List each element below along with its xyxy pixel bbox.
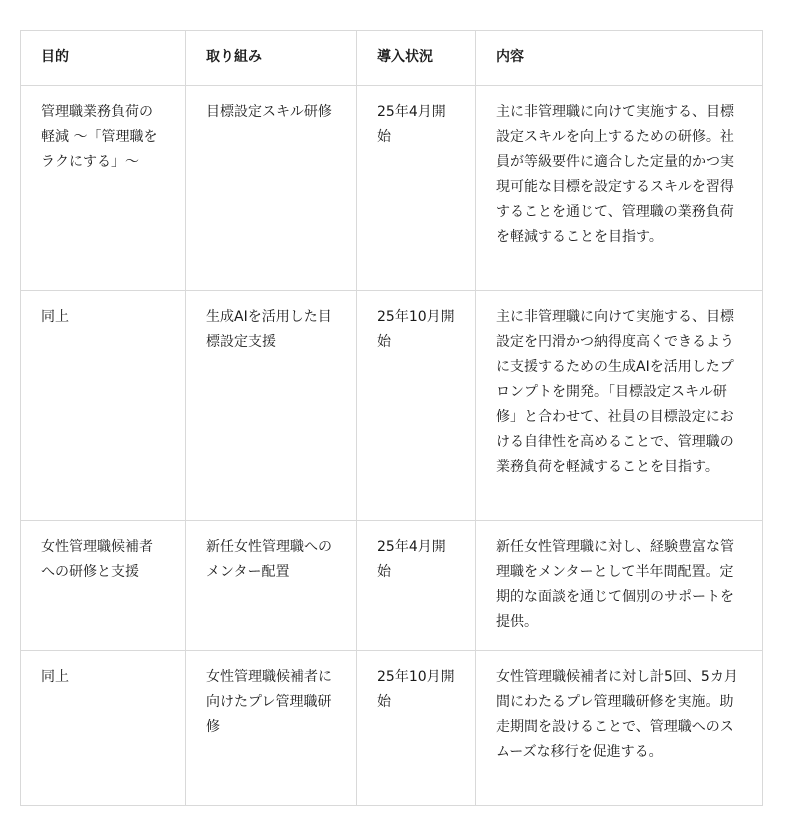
table-row (21, 291, 763, 521)
cell-initiative: 目標設定スキル研修 (186, 86, 357, 291)
cell-content: 主に非管理職に向けて実施する、目標設定スキルを向上するための研修。社員が等級要件に適合した定量的かつ実現可能な目標を設定するスキルを習得することを通じて、管理職の業務負荷を軽減することを目指す。 (476, 86, 763, 291)
initiatives-table-container (20, 30, 762, 806)
table-row (21, 86, 763, 291)
cell-content: 主に非管理職に向けて実施する、目標設定を円滑かつ納得度高くできるように支援するための生成AIを活用したプロンプトを開発。「目標設定スキル研修」と合わせて、社員の目標設定における自律性を高めることで、管理職の業務負荷を軽減することを目指す。 (476, 291, 763, 521)
cell-purpose: 同上 (21, 651, 186, 806)
cell-initiative: 生成AIを活用した目標設定支援 (186, 291, 357, 521)
cell-status: 25年10月開始 (357, 291, 476, 521)
cell-content: 女性管理職候補者に対し計5回、5カ月間にわたるプレ管理職研修を実施。助走期間を設けることで、管理職へのスムーズな移行を促進する。 (476, 651, 763, 806)
cell-status: 25年10月開始 (357, 651, 476, 806)
header-purpose: 目的 (21, 31, 186, 86)
cell-initiative: 女性管理職候補者に向けたプレ管理職研修 (186, 651, 357, 806)
cell-purpose: 女性管理職候補者への研修と支援 (21, 521, 186, 651)
table-header-row (21, 31, 763, 86)
header-status: 導入状況 (357, 31, 476, 86)
cell-initiative: 新任女性管理職へのメンター配置 (186, 521, 357, 651)
initiatives-table (20, 30, 763, 806)
header-content: 内容 (476, 31, 763, 86)
cell-purpose: 管理職業務負荷の軽減 〜「管理職をラクにする」〜 (21, 86, 186, 291)
table-row (21, 521, 763, 651)
cell-status: 25年4月開始 (357, 86, 476, 291)
header-initiative: 取り組み (186, 31, 357, 86)
cell-content: 新任女性管理職に対し、経験豊富な管理職をメンターとして半年間配置。定期的な面談を通じて個別のサポートを提供。 (476, 521, 763, 651)
cell-status: 25年4月開始 (357, 521, 476, 651)
cell-purpose: 同上 (21, 291, 186, 521)
table-row (21, 651, 763, 806)
